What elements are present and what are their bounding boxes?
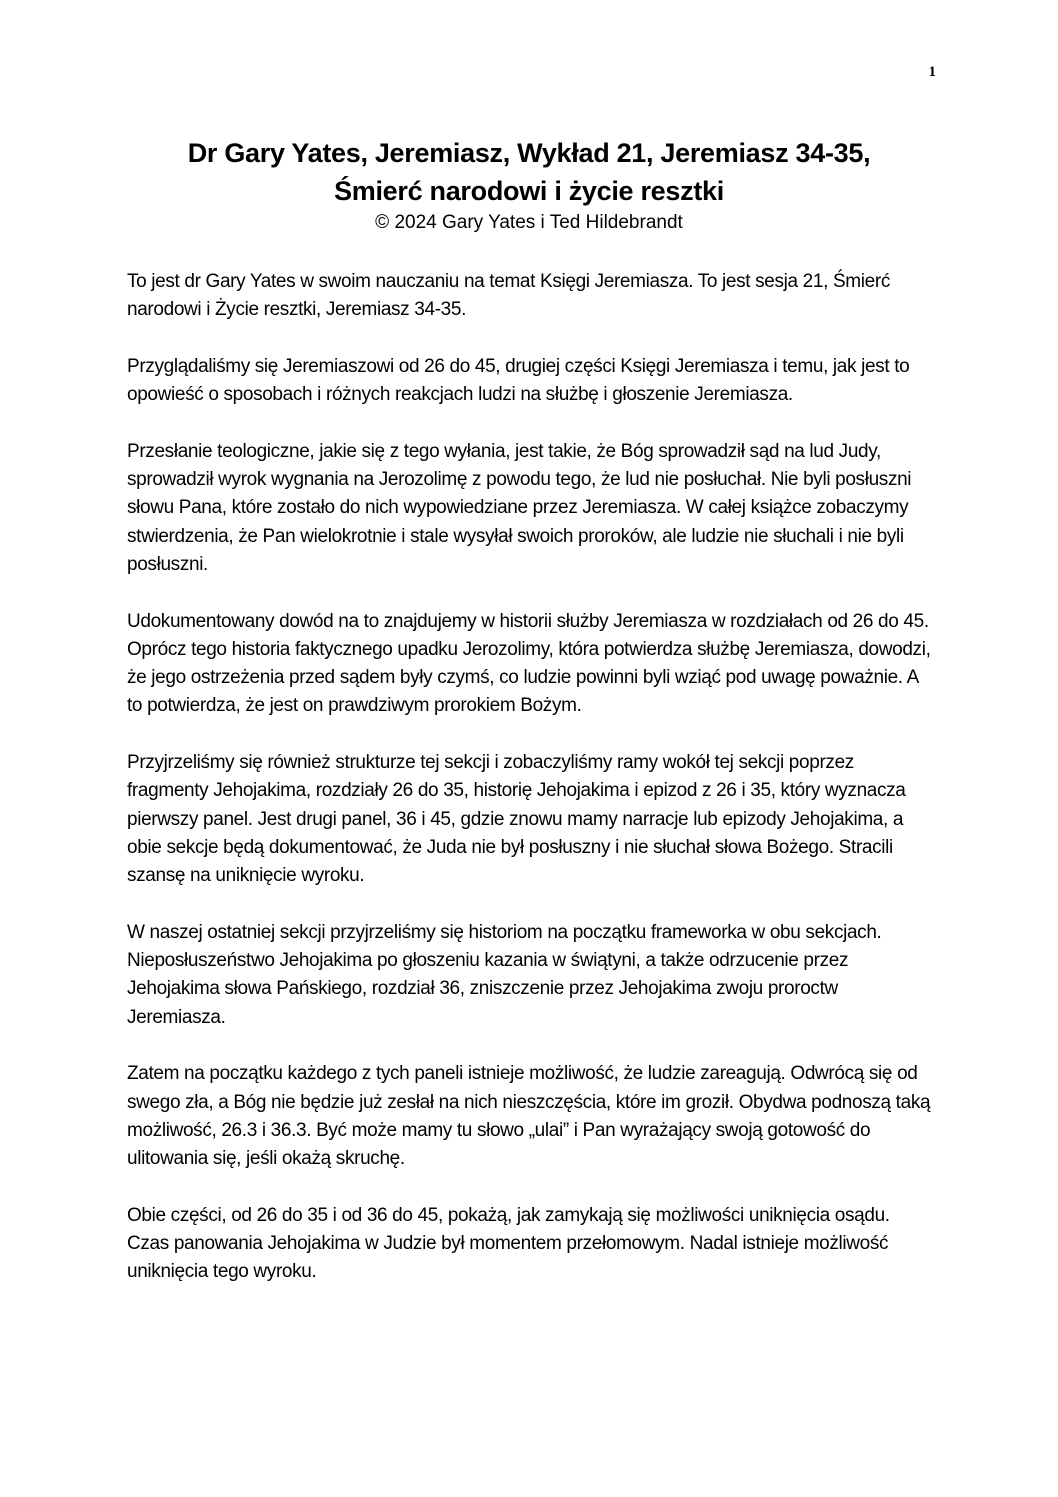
copyright-notice: © 2024 Gary Yates i Ted Hildebrandt — [375, 212, 683, 233]
document-body — [127, 268, 935, 1315]
document-title-line-2: Śmierć narodowi i życie resztki — [334, 176, 724, 206]
document-title-line-1: Dr Gary Yates, Jeremiasz, Wykład 21, Jeremiasz 34-35, — [187, 138, 871, 168]
paragraph: Przyjrzeliśmy się również strukturze tej sekcji i zobaczyliśmy ramy wokół tej sekcji poprzez fragmenty Jehojakima, rozdziały 26 do 35, historię Jehojakima i epizod z 26 i 35, który wyznacza pierwszy panel. Jest drugi panel, 36 i 45, gdzie znowu mamy narracje lub epizody Jehojakima, a obie sekcje będą dokumentować, że Juda nie był posłuszny i nie słuchał słowa Bożego. Stracili szansę na uniknięcie wyroku. — [127, 752, 906, 887]
paragraph: Przesłanie teologiczne, jakie się z tego wyłania, jest takie, że Bóg sprowadził sąd na lud Judy, sprowadził wyrok wygnania na Jerozolimę z powodu tego, że lud nie posłuchał. Nie byli posłuszni słowu Pana, które zostało do nich wypowiedziane przez Jeremiasza. W całej książce zobaczymy stwierdzenia, że Pan wielokrotnie i stale wysyłał swoich proroków, ale ludzie nie słuchali i nie byli posłuszni. — [127, 440, 912, 575]
page-number: 1 — [928, 64, 936, 80]
paragraph: Obie części, od 26 do 35 i od 36 do 45, pokażą, jak zamykają się możliwości uniknięcia osądu. Czas panowania Jehojakima w Judzie był momentem przełomowym. Nadal istnieje możliwość uniknięcia tego wyroku. — [127, 1204, 890, 1283]
paragraph: To jest dr Gary Yates w swoim nauczaniu na temat Księgi Jeremiasza. To jest sesja 21, Śmierć narodowi i Życie resztki, Jeremiasz 34-35. — [127, 271, 890, 321]
paragraph: Przyglądaliśmy się Jeremiaszowi od 26 do 45, drugiej części Księgi Jeremiasza i temu, jak jest to opowieść o sposobach i różnych reakcjach ludzi na służbę i głoszenie Jeremiasza. — [127, 355, 910, 406]
paragraph: W naszej ostatniej sekcji przyjrzeliśmy się historiom na początku frameworka w obu sekcjach. Nieposłuszeństwo Jehojakima po głoszeniu kazania w świątyni, a także odrzucenie przez Jehojakima słowa Pańskiego, rozdział 36, zniszczenie przez Jehojakima zwoju proroctw Jeremiasza. — [127, 921, 882, 1028]
paragraph: Zatem na początku każdego z tych paneli istnieje możliwość, że ludzie zareagują. Odwrócą się od swego zła, a Bóg nie będzie już zesłał na nich nieszczęścia, które im groził. Obydwa podnoszą taką możliwość, 26.3 i 36.3. Być może mamy tu słowo „ulai” i Pan wyrażający swoją gotowość do ulitowania się, jeśli okażą skruchę. — [127, 1063, 931, 1170]
title-block — [100, 134, 958, 236]
paragraph: Udokumentowany dowód na to znajdujemy w historii służby Jeremiasza w rozdziałach od 26 do 45. Oprócz tego historia faktycznego upadku Jerozolimy, która potwierdza służbę Jeremiasza, dowodzi, że jego ostrzeżenia przed sądem były czymś, co ludzie powinni byli wziąć pod uwagę poważnie. A to potwierdza, że jest on prawdziwym prorokiem Bożym. — [127, 610, 931, 717]
